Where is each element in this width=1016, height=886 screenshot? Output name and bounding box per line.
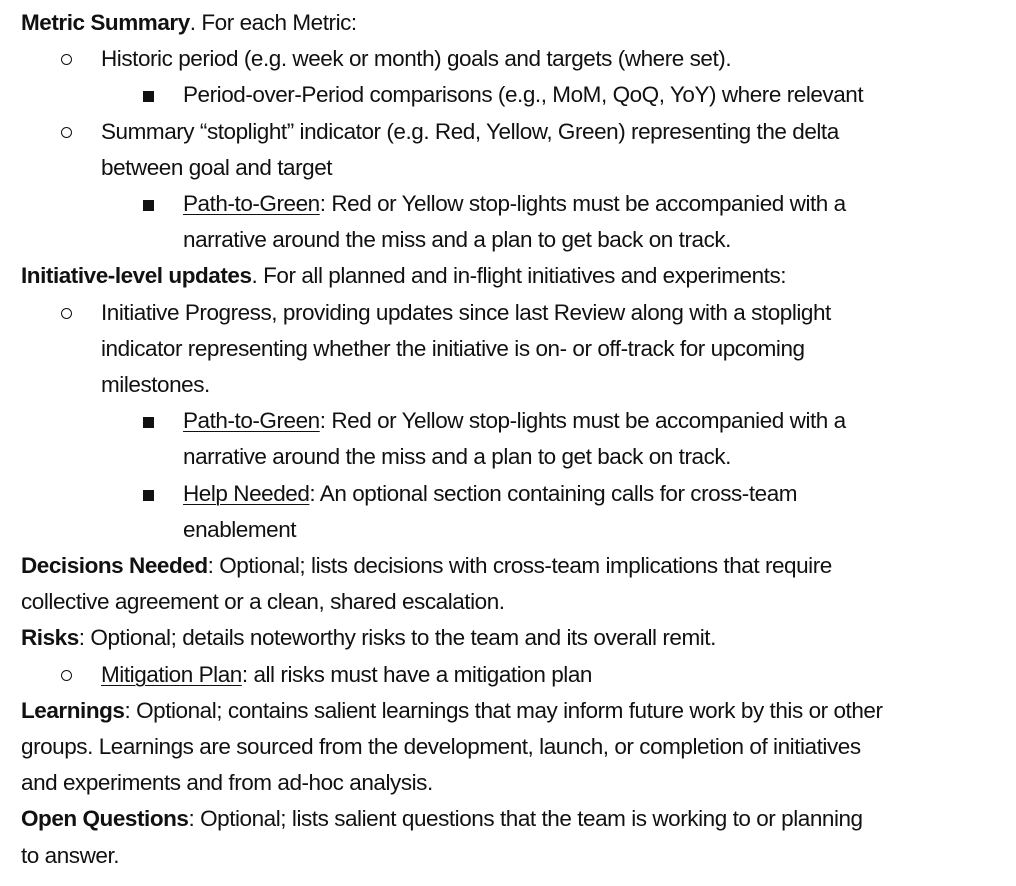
initiative-progress-line1: Initiative Progress, providing updates since last Review along with a stoplight bbox=[101, 299, 831, 325]
list-item-continuation bbox=[21, 150, 1011, 186]
list-item-continuation bbox=[21, 439, 1011, 475]
open-questions-heading-line bbox=[21, 801, 1011, 837]
hollow-circle-bullet-icon bbox=[61, 670, 72, 681]
hollow-circle-bullet-icon bbox=[61, 127, 72, 138]
help-needed-text-line1: : An optional section containing calls for cross-team bbox=[309, 480, 798, 506]
paragraph-continuation bbox=[21, 584, 1011, 620]
risks-heading: Risks bbox=[21, 625, 79, 651]
learnings-heading-line bbox=[21, 693, 1011, 729]
path-to-green-text-line2: narrative around the miss and a plan to get back on track. bbox=[183, 444, 731, 470]
initiative-progress-line2: indicator representing whether the initiative is on- or off-track for upcoming bbox=[101, 335, 805, 361]
decisions-heading: Decisions Needed bbox=[21, 553, 208, 579]
initiative-updates-heading-line bbox=[21, 258, 1011, 294]
metric-summary-intro: . For each Metric: bbox=[189, 10, 357, 35]
list-item-continuation bbox=[21, 222, 1011, 258]
learnings-text-line3: and experiments and from ad-hoc analysis. bbox=[21, 770, 433, 796]
path-to-green-text-line1: : Red or Yellow stop-lights must be accompanied with a bbox=[319, 191, 846, 217]
path-to-green-link[interactable]: Path-to-Green bbox=[183, 191, 320, 217]
square-bullet-icon bbox=[143, 200, 154, 211]
list-item bbox=[21, 186, 1011, 222]
square-bullet-icon bbox=[143, 91, 154, 102]
learnings-text-line2: groups. Learnings are sourced from the development, launch, or completion of initiatives bbox=[21, 734, 861, 760]
list-item-continuation bbox=[21, 512, 1011, 548]
learnings-heading: Learnings bbox=[21, 697, 125, 723]
period-comparison-text: Period-over-Period comparisons (e.g., MoM, QoQ, YoY) where relevant bbox=[183, 82, 864, 108]
document-body bbox=[21, 5, 1011, 874]
initiative-updates-intro: . For all planned and in-flight initiatives and experiments: bbox=[251, 263, 787, 289]
open-questions-text-line1: : Optional; lists salient questions that the team is working to or planning bbox=[188, 806, 863, 832]
path-to-green-link[interactable]: Path-to-Green bbox=[183, 408, 320, 434]
list-item bbox=[21, 657, 1011, 693]
risks-text-line1: : Optional; details noteworthy risks to the team and its overall remit. bbox=[78, 625, 716, 651]
initiative-progress-line3: milestones. bbox=[101, 372, 210, 398]
list-item bbox=[21, 77, 1011, 113]
hollow-circle-bullet-icon bbox=[61, 54, 72, 65]
paragraph-continuation bbox=[21, 765, 1011, 801]
help-needed-link[interactable]: Help Needed bbox=[183, 480, 310, 506]
initiative-updates-heading: Initiative-level updates bbox=[21, 263, 252, 289]
square-bullet-icon bbox=[143, 490, 154, 501]
learnings-text-line1: : Optional; contains salient learnings that may inform future work by this or other bbox=[124, 697, 883, 723]
mitigation-plan-link[interactable]: Mitigation Plan bbox=[101, 661, 242, 687]
open-questions-heading: Open Questions bbox=[21, 806, 189, 832]
path-to-green-text-line2: narrative around the miss and a plan to get back on track. bbox=[183, 227, 731, 253]
list-item bbox=[21, 41, 1011, 77]
mitigation-plan-text: : all risks must have a mitigation plan bbox=[241, 661, 592, 687]
stoplight-text-line2: between goal and target bbox=[101, 154, 333, 180]
path-to-green-text-line1: : Red or Yellow stop-lights must be accompanied with a bbox=[319, 408, 846, 434]
hollow-circle-bullet-icon bbox=[61, 308, 72, 319]
risks-heading-line bbox=[21, 620, 1011, 656]
metric-summary-heading-line bbox=[21, 5, 1011, 41]
list-item bbox=[21, 476, 1011, 512]
metric-summary-heading: Metric Summary bbox=[21, 10, 190, 35]
paragraph-continuation bbox=[21, 729, 1011, 765]
list-item bbox=[21, 295, 1011, 331]
stoplight-text-line1: Summary “stoplight” indicator (e.g. Red, Yellow, Green) representing the delta bbox=[101, 118, 839, 144]
decisions-heading-line bbox=[21, 548, 1011, 584]
help-needed-text-line2: enablement bbox=[183, 516, 297, 542]
list-item-continuation bbox=[21, 367, 1011, 403]
decisions-text-line1: : Optional; lists decisions with cross-team implications that require bbox=[207, 553, 832, 579]
list-item-continuation bbox=[21, 331, 1011, 367]
historic-goals-text: Historic period (e.g. week or month) goals and targets (where set). bbox=[101, 46, 732, 72]
list-item bbox=[21, 114, 1011, 150]
decisions-text-line2: collective agreement or a clean, shared escalation. bbox=[21, 589, 505, 615]
square-bullet-icon bbox=[143, 417, 154, 428]
paragraph-continuation bbox=[21, 838, 1011, 874]
list-item bbox=[21, 403, 1011, 439]
open-questions-text-line2: to answer. bbox=[21, 842, 120, 868]
